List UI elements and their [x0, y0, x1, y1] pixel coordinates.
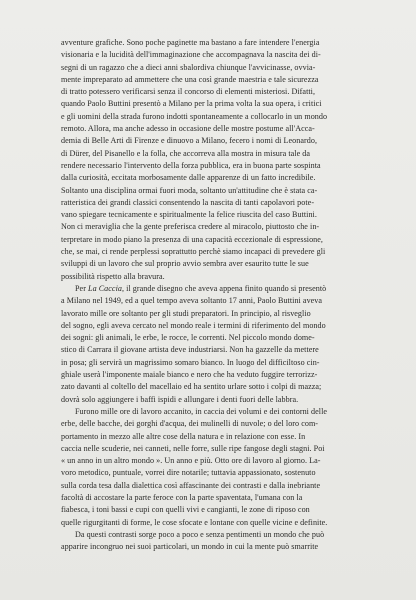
text-line: segni di un ragazzo che a dieci anni sbalordiva chiunque l'avvicinasse, ovvia-: [61, 62, 316, 72]
text-line: avventure grafiche. Sono poche paginette ma bastano a fare intendere l'energia: [61, 38, 320, 47]
text-line: erbe, delle bacche, dei gorghi d'acqua, dei mulinelli di nuvole; o del loro com-: [61, 419, 319, 429]
body-text: [61, 37, 369, 553]
text-line: quelle rigurgitanti di forme, le cose sfocate e lontane con quelle vicine e definite.: [61, 517, 328, 527]
text-line: mente impreparato ad ammettere che una così grande maestria e tale sicurezza: [61, 74, 319, 84]
text-line: vano spiegare tecnicamente e spiritualmente la felice riuscita del caso Buttini.: [61, 210, 317, 220]
text-line: Da questi contrasti sorge poco a poco e senza pentimenti un mondo che può: [75, 529, 325, 539]
text-line: ghiale userà l'imponente maiale bianco e nero che ha veduto fuggire terrorizz-: [61, 370, 318, 380]
text-line: sulla corda tesa dalla dialettica così affascinante dei contrasti e dalla inebriante: [61, 480, 321, 490]
text-line: rendere necessario l'intervento della forza pubblica, era in buona parte sospinta: [61, 160, 321, 170]
text-line: remoto. Allora, ma anche adesso in occasione delle mostre postume all'Acca-: [61, 124, 315, 134]
text-line: Per La Caccia, il grande disegno che aveva appena finito quando si presentò: [75, 283, 327, 293]
text-line: apparire incongruo nei suoi particolari, un mondo in cui la mente può smarrite: [61, 542, 319, 552]
text-line: Furono mille ore di lavoro accanito, in caccia dei volumi e dei contorni delle: [75, 406, 328, 416]
text-line: dovrà solo aggiungere i baffi ispidi e allungare i denti fuori delle labbra.: [61, 394, 299, 404]
text-line: demia di Belle Arti di Firenze e dinuovo a Milano, fecero i nomi di Leonardo,: [61, 136, 318, 146]
text-line: sviluppi di un lavoro che sul proprio avvio sembra aver esaurito tutte le sue: [61, 259, 309, 269]
text-line: in posa; gli servirà un magrissimo somaro bianco. In luogo del difficiltoso cin-: [61, 357, 320, 367]
text-line: stico di Carrara il giovane artista deve industriarsi. Non ha gazzelle da mettere: [61, 345, 319, 355]
text-line: Soltanto una disciplina ormai fuori moda, soltanto un'attitudine che è stata ca-: [61, 185, 318, 195]
text-line: portamento in mezzo alle altre cose della natura e in relazione con esse. In: [61, 431, 306, 441]
text-line: zato davanti al coltello del macellaio ed ha sentito urlare sotto i colpi di mazza;: [61, 382, 322, 392]
text-line: a Milano nel 1949, ed a quel tempo aveva soltanto 17 anni, Paolo Buttini aveva: [61, 296, 323, 306]
text-line: caccia nelle scuderie, nei canneti, nelle forre, sulle ripe fangose degli stagni. Poi: [61, 443, 325, 453]
paragraph-4: [61, 529, 369, 554]
text-line: possibilità rispetto alla bravura.: [61, 271, 165, 281]
paragraph-3: [61, 406, 369, 529]
text-line: lavorato mille ore soltanto per gli studi preparatori. In principio, al risveglio: [61, 308, 311, 318]
text-line: facoltà di accostare la parte feroce con la parte spaventata, l'umana con la: [61, 492, 303, 502]
text-line: quando Paolo Buttini presentò a Milano per la prima volta la sua opera, i critici: [61, 99, 322, 109]
text-line: ratteristica dei grandi classici consentendo la nascita di tanti capolavori pote-: [61, 197, 315, 207]
text-line: terpretare in modo piano la presenza di una capacità eccezionale di espressione,: [61, 234, 323, 244]
text-line: del sogno, egli aveva cercato nel mondo reale i termini di riferimento del mondo: [61, 320, 326, 330]
text-line: « un anno in un altro mondo ». Un anno e più. Otto ore di lavoro al giorno. La-: [61, 456, 321, 466]
paragraph-2: [61, 283, 369, 406]
text-line: voro metodico, puntuale, vorrei dire notarile; tuttavia appassionato, sostenuto: [61, 468, 316, 478]
text-line: di tratto potessero verificarsi senza il concorso di elementi misteriosi. Difatti,: [61, 87, 316, 97]
paragraph-1: [61, 37, 369, 283]
text-line: visionaria e la lucidità dell'immaginazione che accompagnava la nascita dei di-: [61, 50, 321, 60]
text-line: che, se mai, ci rende perplessi soprattutto perchè siamo incapaci di prevedere gli: [61, 247, 326, 257]
text-line: di Dürer, del Pisanello e la folla, che accorreva alla mostra in misura tale da: [61, 148, 311, 158]
text-line: Non ci meraviglia che la gente preferisca credere al miracolo, piuttosto che in-: [61, 222, 320, 232]
text-line: dalla curiosità, eccitata morbosamente dalle apparenze di un fatto incredibile.: [61, 173, 316, 183]
text-line: fiabesca, i toni bassi e cupi con quelli vivi e cangianti, le zone di riposo con: [61, 505, 310, 515]
text-line: e gli uomini della strada furono indotti spontaneamente a collocarlo in un mondo: [61, 111, 328, 121]
text-line: dei sogni: gli animali, le erbe, le rocce, le correnti. Nel piccolo mondo dome-: [61, 333, 315, 343]
